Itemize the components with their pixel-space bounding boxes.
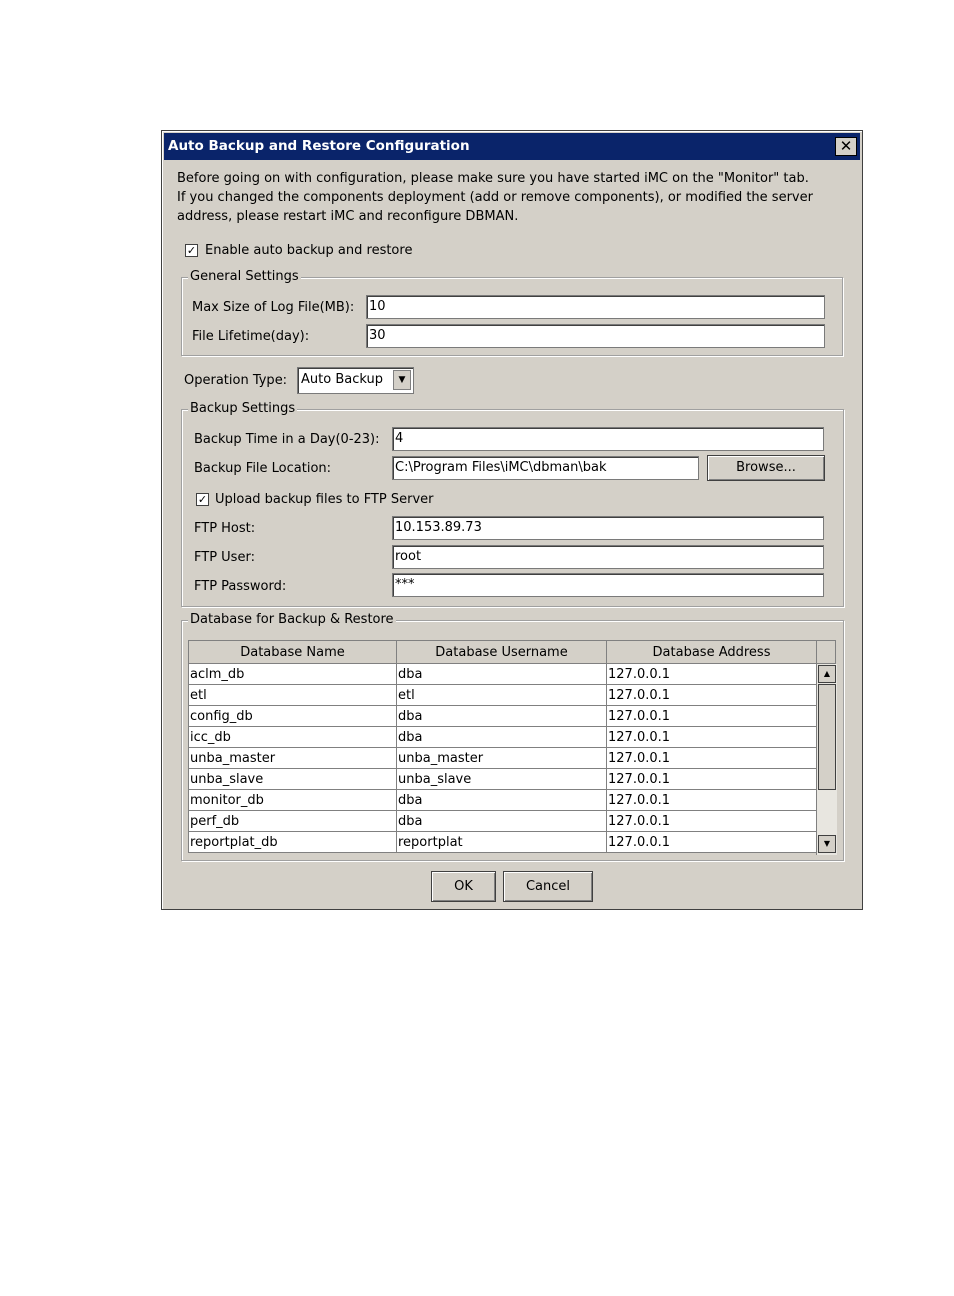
scroll-down-icon[interactable]: ▼	[818, 835, 836, 853]
cell-database-address: 127.0.0.1	[607, 685, 817, 706]
dropdown-arrow-icon[interactable]: ▼	[393, 370, 411, 390]
cell-database-name: aclm_db	[189, 664, 397, 685]
close-button[interactable]: ✕	[835, 137, 857, 156]
intro-line-1: Before going on with configuration, please make sure you have started iMC on the "Monitor" tab.	[177, 171, 809, 186]
backup-location-input[interactable]: C:\Program Files\iMC\dbman\bak	[392, 456, 699, 480]
table-row[interactable]	[189, 664, 817, 685]
scroll-up-icon[interactable]: ▲	[818, 665, 836, 683]
cell-database-address: 127.0.0.1	[607, 727, 817, 748]
title-bar	[164, 133, 860, 160]
column-header-database-address[interactable]: Database Address	[607, 641, 817, 664]
operation-type-label: Operation Type:	[184, 373, 288, 388]
cell-database-username: dba	[397, 727, 607, 748]
enable-auto-backup-checkbox[interactable]: ✓	[186, 244, 197, 257]
general-settings-legend: General Settings	[190, 269, 299, 284]
cell-database-username: dba	[397, 790, 607, 811]
upload-ftp-checkbox[interactable]: ✓	[197, 493, 208, 506]
file-lifetime-label: File Lifetime(day):	[192, 329, 310, 344]
intro-text	[177, 169, 847, 226]
operation-type-value: Auto Backup	[301, 372, 383, 387]
cell-database-name: reportplat_db	[189, 832, 397, 853]
ftp-host-input[interactable]: 10.153.89.73	[392, 516, 824, 540]
backup-settings-legend: Backup Settings	[190, 401, 296, 416]
cell-database-username: unba_master	[397, 748, 607, 769]
cell-database-name: config_db	[189, 706, 397, 727]
cell-database-name: unba_master	[189, 748, 397, 769]
browse-button[interactable]: Browse...	[707, 455, 825, 481]
backup-settings-group	[181, 401, 844, 607]
cancel-button[interactable]: Cancel	[503, 871, 593, 902]
auto-backup-dialog	[161, 130, 863, 910]
table-row[interactable]	[189, 685, 817, 706]
table-row[interactable]	[189, 790, 817, 811]
cell-database-name: unba_slave	[189, 769, 397, 790]
cell-database-address: 127.0.0.1	[607, 769, 817, 790]
backup-time-label: Backup Time in a Day(0-23):	[194, 432, 380, 447]
database-table	[188, 640, 817, 853]
ftp-password-input[interactable]: ***	[392, 573, 824, 597]
cell-database-username: dba	[397, 811, 607, 832]
cell-database-address: 127.0.0.1	[607, 811, 817, 832]
table-row[interactable]	[189, 727, 817, 748]
table-row[interactable]	[189, 769, 817, 790]
cell-database-username: reportplat	[397, 832, 607, 853]
cell-database-username: dba	[397, 664, 607, 685]
dialog-title: Auto Backup and Restore Configuration	[168, 138, 470, 154]
cell-database-username: dba	[397, 706, 607, 727]
file-lifetime-input[interactable]: 30	[366, 324, 825, 348]
ftp-password-label: FTP Password:	[194, 579, 287, 594]
backup-time-input[interactable]: 4	[392, 427, 824, 451]
table-row[interactable]	[189, 832, 817, 853]
database-group	[181, 612, 844, 861]
table-row[interactable]	[189, 748, 817, 769]
max-log-size-input[interactable]: 10	[366, 295, 825, 319]
database-legend: Database for Backup & Restore	[190, 612, 394, 627]
column-header-database-username[interactable]: Database Username	[397, 641, 607, 664]
table-row[interactable]	[189, 811, 817, 832]
cell-database-username: etl	[397, 685, 607, 706]
column-header-database-name[interactable]: Database Name	[189, 641, 397, 664]
intro-line-3: address, please restart iMC and reconfigure DBMAN.	[177, 209, 519, 224]
cell-database-address: 127.0.0.1	[607, 832, 817, 853]
cell-database-name: icc_db	[189, 727, 397, 748]
table-header-corner	[816, 640, 836, 664]
cell-database-name: etl	[189, 685, 397, 706]
ok-button[interactable]: OK	[431, 871, 496, 902]
operation-type-select[interactable]	[297, 367, 414, 394]
cell-database-name: perf_db	[189, 811, 397, 832]
general-settings-group	[181, 269, 843, 356]
cell-database-name: monitor_db	[189, 790, 397, 811]
cell-database-address: 127.0.0.1	[607, 790, 817, 811]
table-row[interactable]	[189, 706, 817, 727]
max-log-size-label: Max Size of Log File(MB):	[192, 300, 355, 315]
enable-auto-backup-label: Enable auto backup and restore	[205, 243, 413, 258]
intro-line-2: If you changed the components deployment (add or remove components), or modified the server	[177, 190, 813, 205]
ftp-host-label: FTP Host:	[194, 521, 256, 536]
table-header-row	[189, 641, 817, 664]
table-scrollbar[interactable]	[816, 664, 837, 855]
cell-database-username: unba_slave	[397, 769, 607, 790]
cell-database-address: 127.0.0.1	[607, 664, 817, 685]
ftp-user-input[interactable]: root	[392, 545, 824, 569]
scrollbar-thumb[interactable]	[818, 684, 836, 790]
cell-database-address: 127.0.0.1	[607, 706, 817, 727]
ftp-user-label: FTP User:	[194, 550, 255, 565]
backup-location-label: Backup File Location:	[194, 461, 332, 476]
upload-ftp-label: Upload backup files to FTP Server	[215, 492, 434, 507]
cell-database-address: 127.0.0.1	[607, 748, 817, 769]
